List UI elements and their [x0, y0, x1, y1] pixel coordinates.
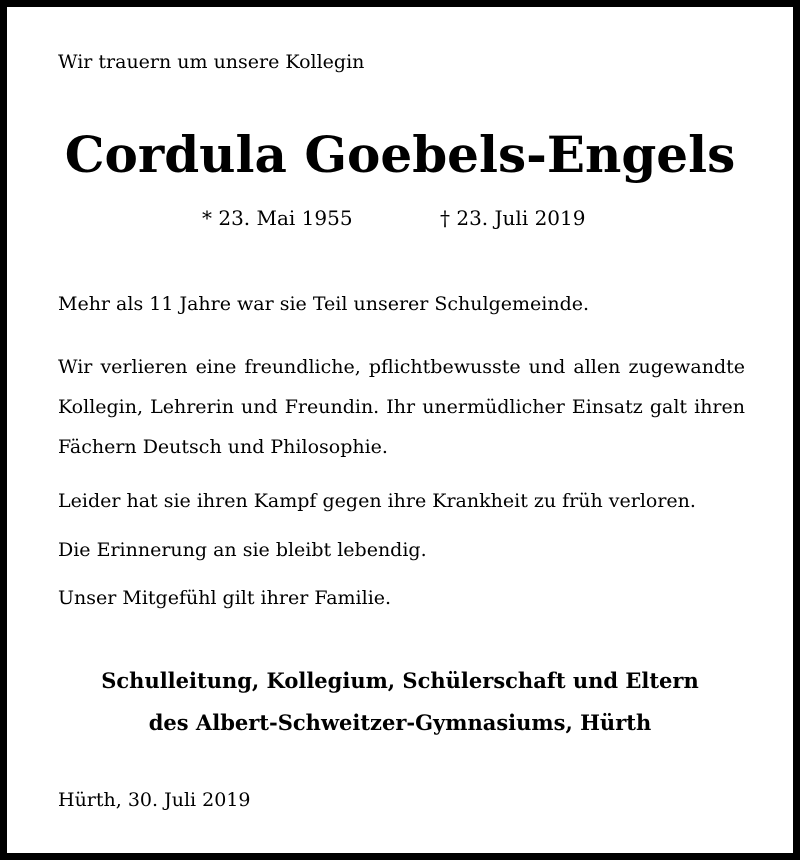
place-and-date: Hürth, 30. Juli 2019	[58, 789, 251, 811]
paragraph-memory: Die Erinnerung an sie bleibt lebendig.	[58, 539, 427, 561]
paragraph-tribute: Wir verlieren eine freundliche, pflichtbewusste und allen zugewandte Kollegin, Lehrerin und Freundin. Ihr unermüdlicher Einsatz galt ihren Fächern Deutsch und Philosophie.	[58, 356, 745, 458]
signature-line-1: Schulleitung, Kollegium, Schülerschaft und Eltern	[101, 668, 699, 693]
signature-block	[7, 660, 793, 744]
deceased-name: Cordula Goebels-Engels	[64, 125, 736, 184]
death-date: † 23. Juli 2019	[440, 206, 586, 230]
paragraph-condolence: Unser Mitgefühl gilt ihrer Familie.	[58, 587, 392, 609]
birth-date: * 23. Mai 1955	[202, 206, 353, 230]
paragraph-illness: Leider hat sie ihren Kampf gegen ihre Krankheit zu früh verloren.	[58, 490, 696, 512]
intro-line: Wir trauern um unsere Kollegin	[58, 51, 365, 73]
signature-line-2: des Albert-Schweitzer-Gymnasiums, Hürth	[148, 710, 652, 735]
paragraph-tenure: Mehr als 11 Jahre war sie Teil unserer Schulgemeinde.	[58, 293, 590, 315]
